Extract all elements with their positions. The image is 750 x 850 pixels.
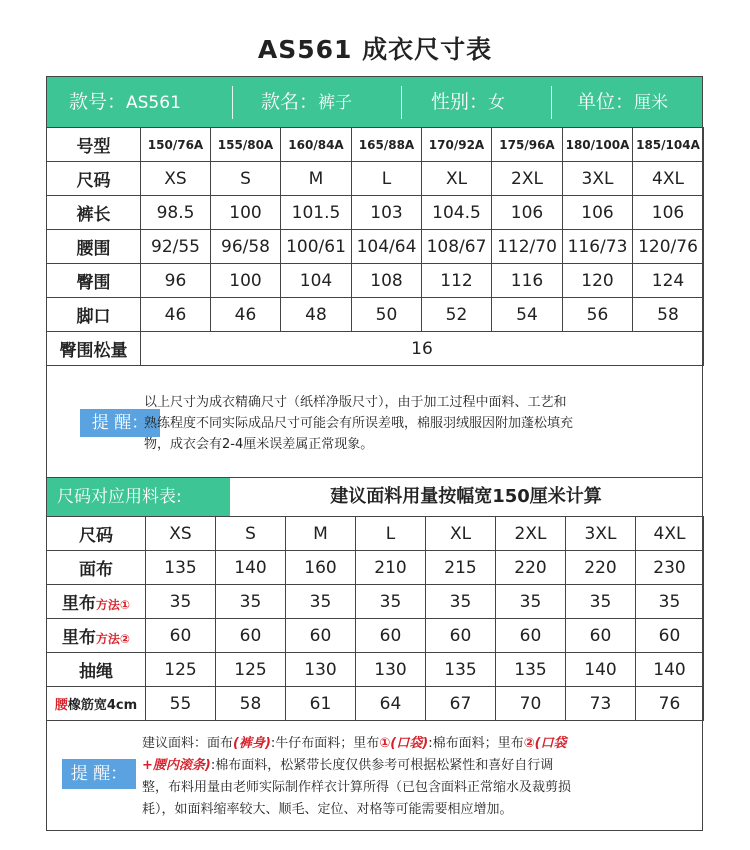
fabric-cell: 35 — [636, 585, 704, 619]
fabric-cell: 70 — [496, 687, 566, 721]
size-cell: 46 — [141, 298, 211, 332]
row-label: 腰围 — [47, 230, 141, 264]
size-cell: 170/92A — [422, 128, 492, 162]
size-table — [46, 127, 704, 366]
fabric-cell: 60 — [496, 619, 566, 653]
fabric-cell: 35 — [216, 585, 286, 619]
fabric-cell: 230 — [636, 551, 704, 585]
size-cell: 124 — [633, 264, 704, 298]
size-row — [47, 162, 704, 196]
row-label: 面布 — [47, 551, 146, 585]
fabric-cell: 35 — [426, 585, 496, 619]
size-cell: 54 — [492, 298, 563, 332]
size-cell: 106 — [563, 196, 633, 230]
style-name — [261, 77, 352, 127]
fabric-cell: 140 — [636, 653, 704, 687]
size-cell: 180/100A — [563, 128, 633, 162]
size-cell: 2XL — [492, 162, 563, 196]
size-cell: 150/76A — [141, 128, 211, 162]
fabric-table — [46, 516, 704, 721]
size-row — [47, 196, 704, 230]
ease-row — [47, 332, 704, 366]
size-header-cell: L — [356, 517, 426, 551]
size-cell: 108 — [352, 264, 422, 298]
size-header-cell: XS — [146, 517, 216, 551]
tip-text — [144, 392, 699, 455]
row-label: 里布方法① — [47, 585, 146, 619]
size-cell: 106 — [492, 196, 563, 230]
ease-label: 臀围松量 — [47, 332, 141, 366]
size-cell: 96/58 — [211, 230, 281, 264]
header-divider — [232, 86, 233, 119]
name-label: 款名： — [261, 91, 319, 113]
size-header-cell: M — [286, 517, 356, 551]
tip-box-1 — [46, 370, 703, 477]
size-cell: 165/88A — [352, 128, 422, 162]
row-label: 里布方法② — [47, 619, 146, 653]
fabric-cell: 130 — [286, 653, 356, 687]
fabric-row — [47, 687, 704, 721]
fabric-cell: 67 — [426, 687, 496, 721]
size-header-cell: 4XL — [636, 517, 704, 551]
size-row — [47, 264, 704, 298]
size-cell: 4XL — [633, 162, 704, 196]
size-cell: 50 — [352, 298, 422, 332]
size-cell: 56 — [563, 298, 633, 332]
size-cell: 98.5 — [141, 196, 211, 230]
size-cell: S — [211, 162, 281, 196]
row-label: 尺码 — [47, 162, 141, 196]
fabric-cell: 35 — [566, 585, 636, 619]
tip-line: 以上尺寸为成衣精确尺寸（纸样净版尺寸），由于加工过程中面料、工艺和 — [144, 395, 567, 410]
row-label: 裤长 — [47, 196, 141, 230]
fabric-cell: 140 — [566, 653, 636, 687]
fabric-cell: 35 — [356, 585, 426, 619]
size-cell: 46 — [211, 298, 281, 332]
size-cell: 103 — [352, 196, 422, 230]
fabric-cell: 135 — [146, 551, 216, 585]
size-cell: 116/73 — [563, 230, 633, 264]
name-value: 裤子 — [318, 93, 353, 113]
size-cell: 100/61 — [281, 230, 352, 264]
tip-line: 建议面料：面布(裤身):牛仔布面料；里布①(口袋):棉布面料；里布②(口袋 — [142, 736, 567, 751]
style-value: AS561 — [126, 93, 181, 113]
size-row — [47, 298, 704, 332]
fabric-cell: 60 — [566, 619, 636, 653]
fabric-cell: 220 — [496, 551, 566, 585]
header-divider — [551, 86, 552, 119]
size-row — [47, 230, 704, 264]
size-cell: M — [281, 162, 352, 196]
size-cell: 160/84A — [281, 128, 352, 162]
fabric-row — [47, 619, 704, 653]
size-cell: 100 — [211, 196, 281, 230]
tip-badge: 提 醒： — [80, 409, 160, 437]
unit — [577, 77, 668, 127]
size-cell: 155/80A — [211, 128, 281, 162]
size-cell: 185/104A — [633, 128, 704, 162]
fabric-cell: 35 — [286, 585, 356, 619]
style-label: 款号： — [69, 91, 127, 113]
page-title: AS561 成衣尺寸表 — [257, 35, 493, 64]
row-label: 抽绳 — [47, 653, 146, 687]
size-header-cell: 3XL — [566, 517, 636, 551]
fabric-cell: 58 — [216, 687, 286, 721]
size-cell: 101.5 — [281, 196, 352, 230]
size-header-cell: XL — [426, 517, 496, 551]
fabric-row — [47, 653, 704, 687]
fabric-cell: 60 — [426, 619, 496, 653]
fabric-cell: 60 — [636, 619, 704, 653]
fabric-cell: 61 — [286, 687, 356, 721]
size-cell: 100 — [211, 264, 281, 298]
size-cell: 48 — [281, 298, 352, 332]
tip-line: 耗），如面料缩率较大、顺毛、定位、对格等可能需要相应增加。 — [142, 802, 513, 817]
size-cell: 96 — [141, 264, 211, 298]
tip-box-2 — [46, 719, 703, 831]
gender-value: 女 — [488, 93, 506, 113]
fabric-cell: 35 — [496, 585, 566, 619]
fabric-cell: 35 — [146, 585, 216, 619]
tip-line: 物，成衣会有2-4厘米误差属正常现象。 — [144, 437, 374, 452]
size-cell: 52 — [422, 298, 492, 332]
size-row — [47, 128, 704, 162]
row-label: 尺码 — [47, 517, 146, 551]
fabric-cell: 60 — [356, 619, 426, 653]
size-cell: 3XL — [563, 162, 633, 196]
fabric-row — [47, 551, 704, 585]
fabric-cell: 125 — [216, 653, 286, 687]
fabric-row — [47, 585, 704, 619]
fabric-cell: 73 — [566, 687, 636, 721]
fabric-cell: 160 — [286, 551, 356, 585]
size-cell: 112 — [422, 264, 492, 298]
row-label: 脚口 — [47, 298, 141, 332]
tip-line: +腰内滚条):棉布面料，松紧带长度仅供参考可根据松紧性和喜好自行调 — [142, 758, 554, 773]
tip-line: 整，布料用量由老师实际制作样衣计算所得（已包含面料正常缩水及裁剪损 — [142, 780, 572, 795]
size-cell: 116 — [492, 264, 563, 298]
fabric-cell: 220 — [566, 551, 636, 585]
style-number — [69, 77, 181, 127]
fabric-cell: 135 — [496, 653, 566, 687]
fabric-width-note: 建议面料用量按幅宽150厘米计算 — [330, 486, 602, 507]
size-cell: 104 — [281, 264, 352, 298]
unit-value: 厘米 — [634, 93, 669, 113]
ease-value: 16 — [141, 332, 704, 366]
fabric-header-row — [47, 517, 704, 551]
fabric-cell: 130 — [356, 653, 426, 687]
size-cell: 58 — [633, 298, 704, 332]
size-cell: 112/70 — [492, 230, 563, 264]
fabric-cell: 60 — [146, 619, 216, 653]
tip-badge: 提 醒： — [62, 759, 136, 789]
size-cell: 104/64 — [352, 230, 422, 264]
unit-label: 单位： — [577, 91, 635, 113]
size-cell: L — [352, 162, 422, 196]
fabric-cell: 60 — [286, 619, 356, 653]
header-divider — [401, 86, 402, 119]
size-cell: 120 — [563, 264, 633, 298]
size-cell: 120/76 — [633, 230, 704, 264]
fabric-cell: 135 — [426, 653, 496, 687]
size-header-cell: S — [216, 517, 286, 551]
size-cell: XS — [141, 162, 211, 196]
fabric-cell: 215 — [426, 551, 496, 585]
size-cell: 175/96A — [492, 128, 563, 162]
row-label: 臀围 — [47, 264, 141, 298]
fabric-table-label: 尺码对应用料表: — [47, 478, 230, 516]
fabric-cell: 125 — [146, 653, 216, 687]
fabric-cell: 140 — [216, 551, 286, 585]
fabric-header-bar — [46, 477, 703, 517]
fabric-cell: 210 — [356, 551, 426, 585]
gender — [431, 77, 505, 127]
tip-text — [142, 733, 702, 821]
gender-label: 性别： — [431, 91, 489, 113]
size-cell: 108/67 — [422, 230, 492, 264]
tip-line: 熟练程度不同实际成品尺寸可能会有所误差哦，棉服羽绒服因附加蓬松填充 — [144, 416, 574, 431]
fabric-cell: 55 — [146, 687, 216, 721]
header-bar — [46, 76, 703, 128]
fabric-cell: 76 — [636, 687, 704, 721]
size-cell: 106 — [633, 196, 704, 230]
fabric-cell: 60 — [216, 619, 286, 653]
size-cell: 92/55 — [141, 230, 211, 264]
size-cell: 104.5 — [422, 196, 492, 230]
size-header-cell: 2XL — [496, 517, 566, 551]
size-cell: XL — [422, 162, 492, 196]
fabric-cell: 64 — [356, 687, 426, 721]
row-label: 号型 — [47, 128, 141, 162]
row-label: 腰橡筋宽4cm — [47, 687, 146, 721]
